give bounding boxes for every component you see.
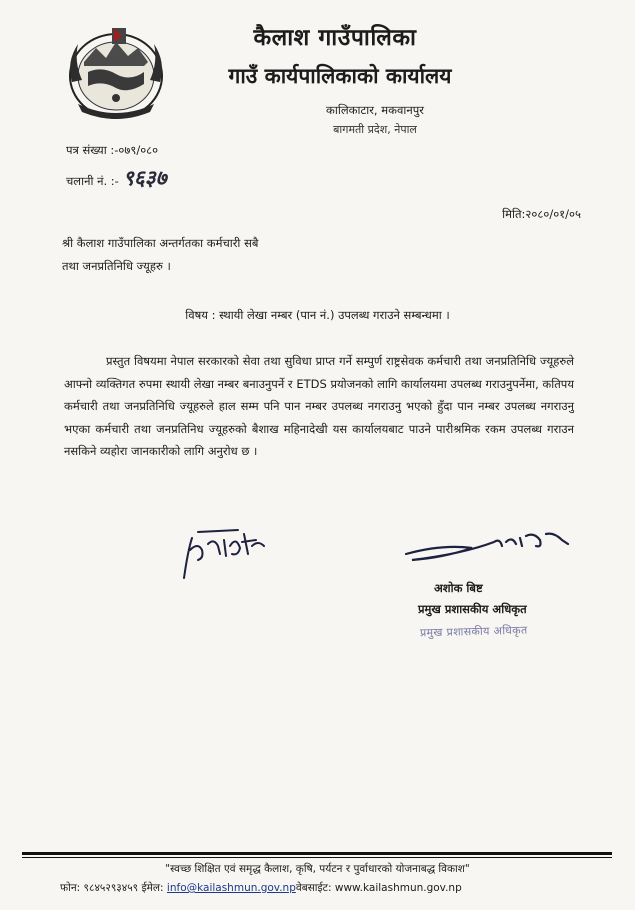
email-label: ईमेल:	[141, 882, 164, 894]
phone-label: फोन:	[60, 882, 81, 894]
patra-label: पत्र संख्या :-	[66, 143, 119, 157]
subject-line: विषय : स्थायी लेखा नम्बर (पान नं.) उपलब्ध गराउने सम्बन्धमा ।	[185, 308, 450, 322]
patra-sankhya	[66, 143, 158, 158]
patra-value: ०७९/०८०	[118, 143, 159, 157]
chalani-number	[66, 164, 167, 192]
signatory-title: प्रमुख प्रशासकीय अधिकृत	[418, 602, 527, 616]
left-signature-icon	[178, 520, 278, 582]
footer-rule-thick	[22, 852, 612, 855]
official-stamp: प्रमुख प्रशासकीय अधिकृत	[419, 623, 528, 640]
footer-slogan: "स्वच्छ शिक्षित एवं समृद्ध कैलाश, कृषि, पर्यटन र पुर्वाधारको योजनाबद्ध विकाश"	[165, 863, 470, 875]
phone-number: ९८४५२९३४५९	[83, 882, 139, 894]
letter-date: मिति:२०८०/०१/०५	[502, 207, 581, 221]
email-link[interactable]: info@kailashmun.gov.np	[166, 882, 296, 894]
footer-rule-thin	[22, 857, 612, 858]
organization-name: कैलाश गाउँपालिका	[253, 25, 417, 51]
footer-contact	[60, 881, 462, 895]
chalani-label: चलानी नं. :-	[66, 174, 119, 188]
letter-body: प्रस्तुत विषयमा नेपाल सरकारको सेवा तथा सुविधा प्राप्त गर्ने सम्पुर्ण राष्ट्रसेवक कर्मचारी तथा जनप्रतिनिधि ज्यूहरुले आफ्नो व्यक्तिगत रुपमा स्थायी लेखा नम्बर बनाउनुपर्ने र ETDS प्रयोजनको लागि कार्यालयमा उपलब्ध गराउनुपर्नेमा, कतिपय कर्मचारी तथा जनप्रतिनिधि ज्यूहरुले हाल सम्म पनि पान नम्बर उपलब्ध नगराउनु भएको हुँदा पान नम्बर उपलब्ध नगराउनु भएका कर्मचारी तथा जनप्रतिनिध ज्यूहरुको बैशाख महिनादेखी यस कार्यालयबाट पाउने पारीश्रमिक रकम उपलब्ध गराउन नसकिने व्यहोरा जानकारीको लागि अनुरोध छ ।	[64, 354, 574, 459]
signatory-name: अशोक बिष्ट	[434, 581, 483, 595]
website-link[interactable]: www.kailashmun.gov.np	[334, 882, 462, 894]
chalani-value: ९६३७	[122, 165, 167, 190]
website-label: वेबसाईट:	[295, 882, 332, 894]
signatory-signature-icon	[402, 524, 572, 566]
office-name: गाउँ कार्यपालिकाको कार्यालय	[228, 64, 452, 88]
address-line-1: कालिकाटार, मकवानपुर	[326, 103, 424, 117]
recipient-line-1: श्री कैलाश गाउँपालिका अन्तर्गतका कर्मचारी सबै	[62, 236, 259, 250]
recipient-line-2: तथा जनप्रतिनिधि ज्यूहरु ।	[62, 259, 171, 273]
address-line-2: बागमती प्रदेश, नेपाल	[333, 123, 417, 136]
municipality-emblem-icon	[62, 22, 170, 122]
